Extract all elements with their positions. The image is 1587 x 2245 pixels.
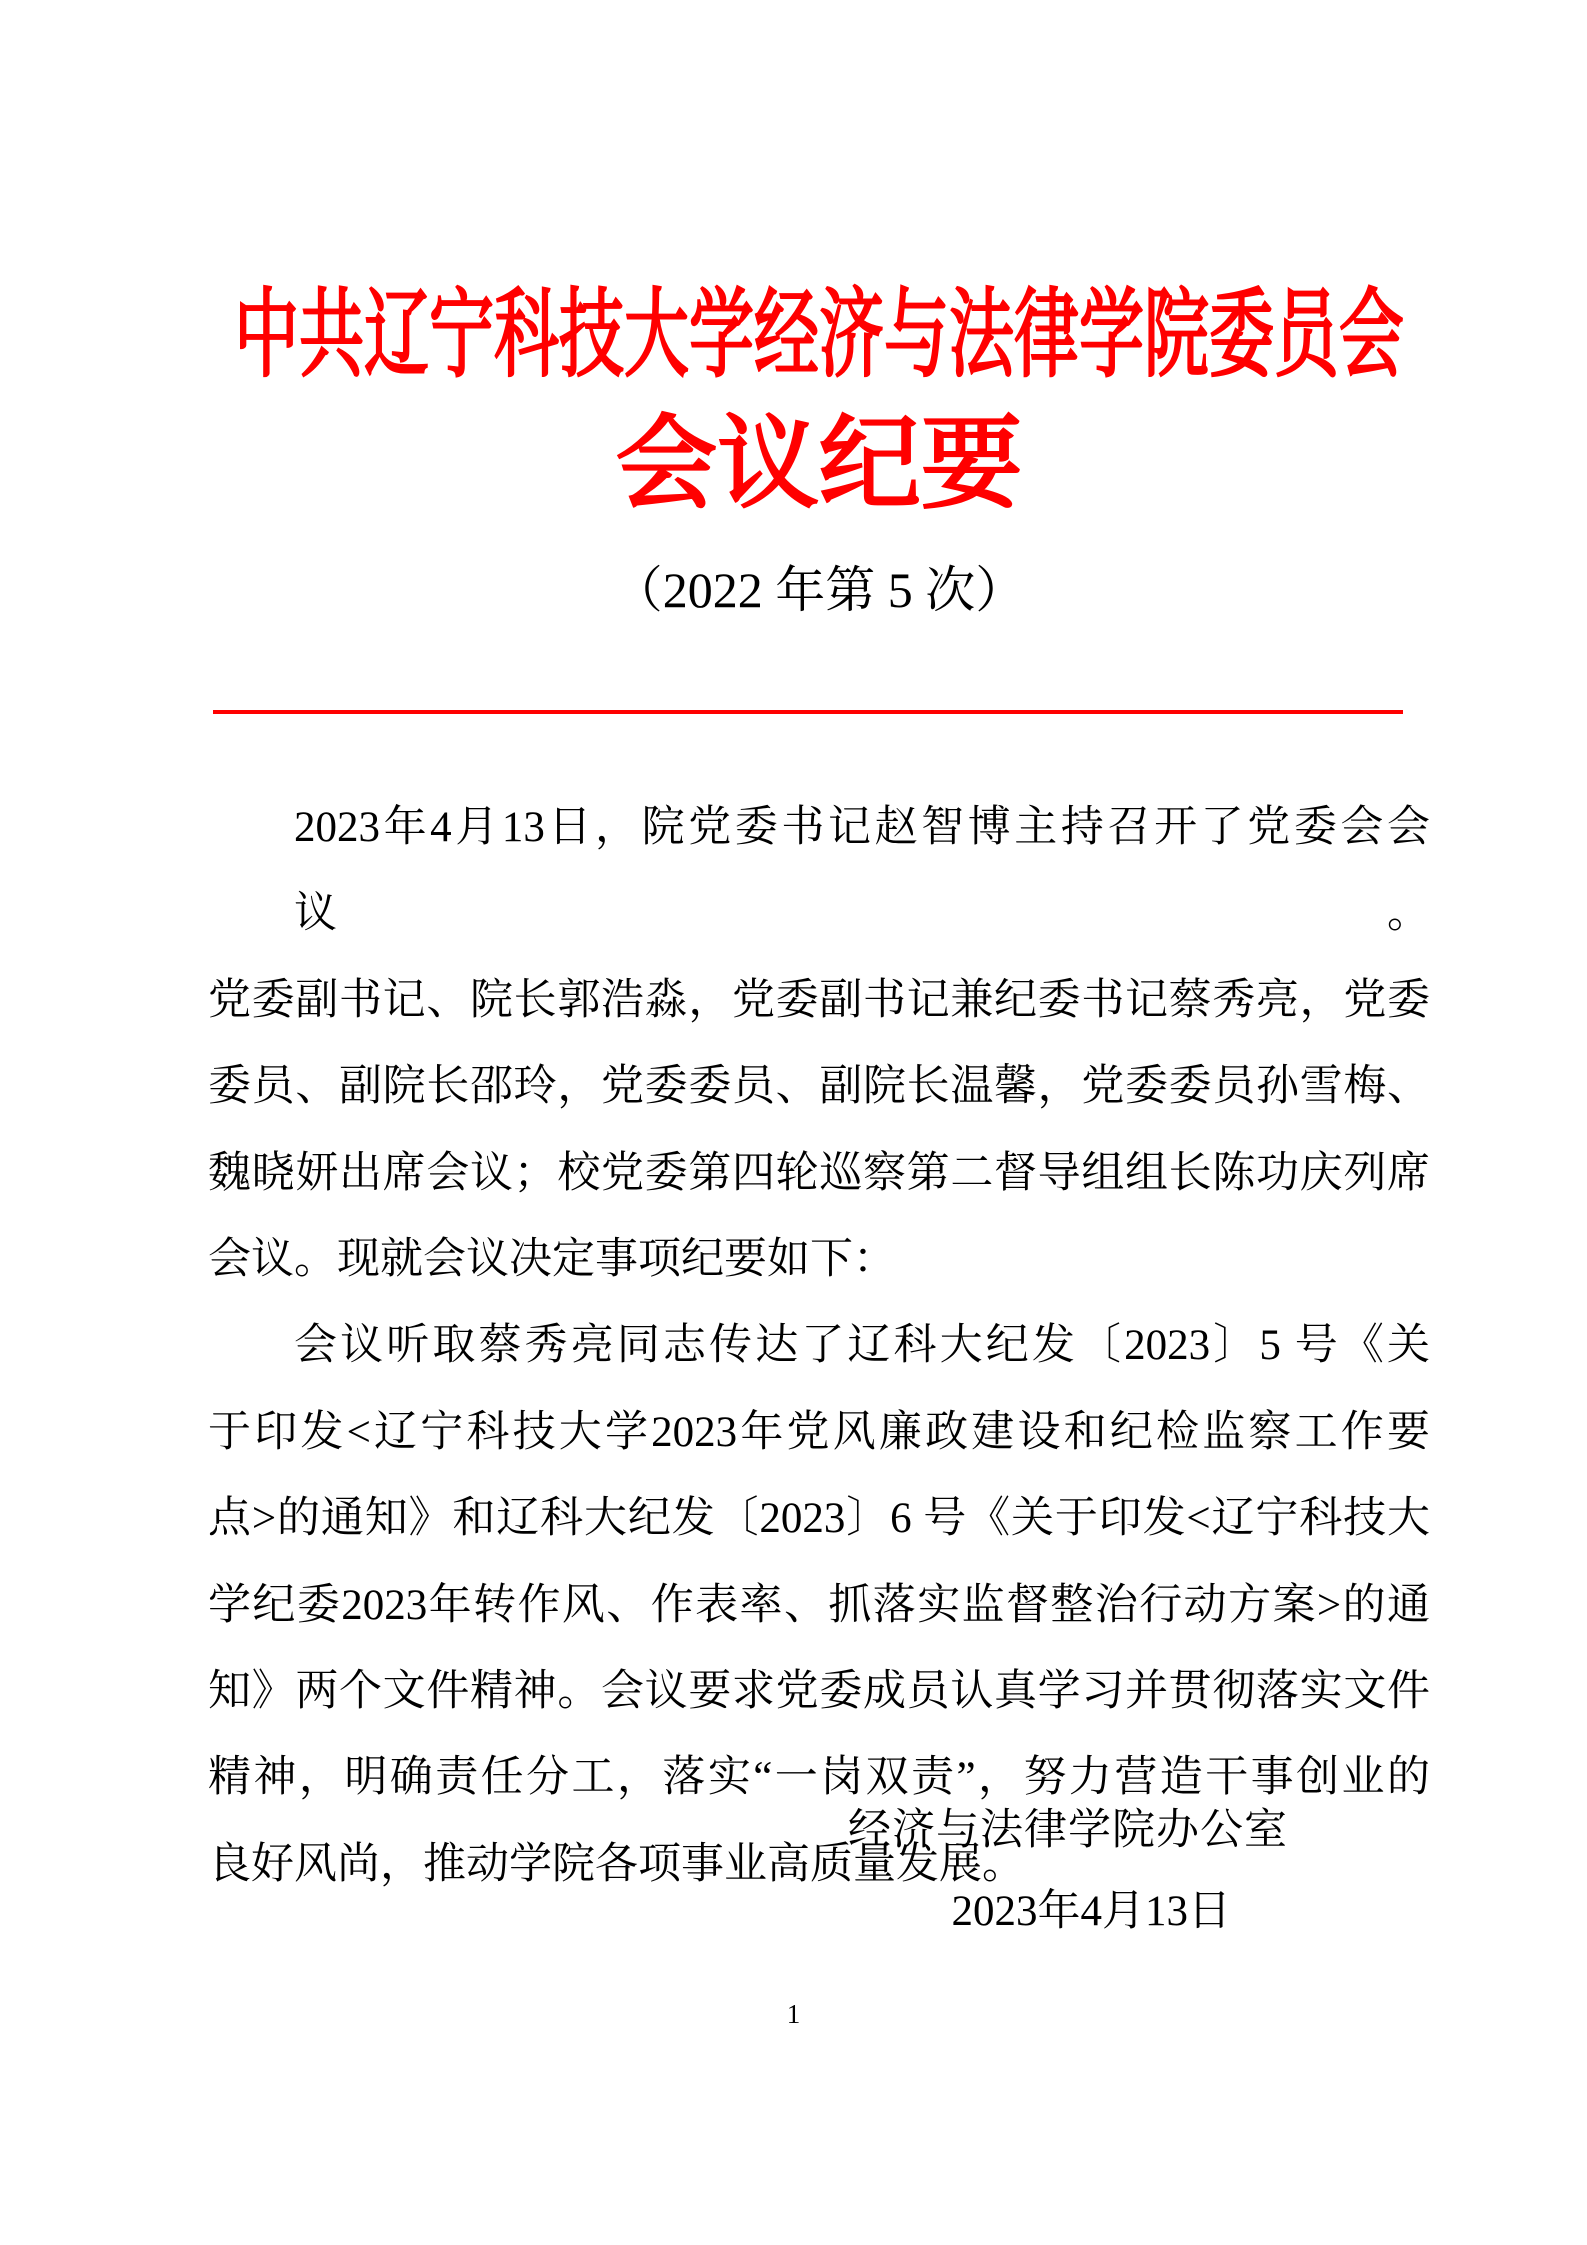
document-content [208, 0, 1430, 2245]
paragraph2-line: 精神，明确责任分工，落实“一岗双责”，努力营造干事创业的 [208, 1754, 1430, 1802]
page-number: 1 [786, 1999, 801, 2029]
paragraph2-line: 知》两个文件精神。会议要求党委成员认真学习并贯彻落实文件 [208, 1668, 1430, 1716]
body-text [208, 785, 1430, 1908]
org-title-wrap [208, 280, 1430, 389]
paragraph1-line: 委员、副院长邵玲，党委委员、副院长温馨，党委委员孙雪梅、 [208, 1063, 1430, 1111]
paragraph2-line: 学纪委2023年转作风、作表率、抓落实监督整治行动方案>的通 [208, 1581, 1430, 1629]
paragraph2-line: 良好风尚，推动学院各项事业高质量发展。 [208, 1840, 1025, 1888]
session-number-line: （2022 年第 5 次） [612, 562, 1026, 618]
paragraph2-line: 点>的通知》和辽科大纪发〔2023〕6 号《关于印发<辽宁科技大 [208, 1495, 1430, 1543]
signature-office: 经济与法律学院办公室 [848, 1807, 1288, 1854]
paragraph1-line: 魏晓妍出席会议；校党委第四轮巡察第二督导组组长陈功庆列席 [208, 1149, 1430, 1197]
paragraph2-line: 于印发<辽宁科技大学2023年党风廉政建设和纪检监察工作要 [208, 1408, 1430, 1456]
org-title: 中共辽宁科技大学经济与法律学院委员会 [234, 280, 1404, 389]
signature-date: 2023年4月13日 [951, 1888, 1231, 1935]
paragraph2-line: 会议听取蔡秀亮同志传达了辽科大纪发〔2023〕5 号《关 [294, 1322, 1430, 1370]
paragraph1-line: 党委副书记、院长郭浩淼，党委副书记兼纪委书记蔡秀亮，党委 [208, 976, 1430, 1024]
doc-title: 会 议 纪 要 [615, 407, 1023, 521]
paragraph1-line: 会议。现就会议决定事项纪要如下： [208, 1236, 896, 1284]
paragraph1-line: 2023年4月13日，院党委书记赵智博主持召开了党委会会议。 [294, 804, 1430, 938]
header-rule [213, 710, 1403, 714]
